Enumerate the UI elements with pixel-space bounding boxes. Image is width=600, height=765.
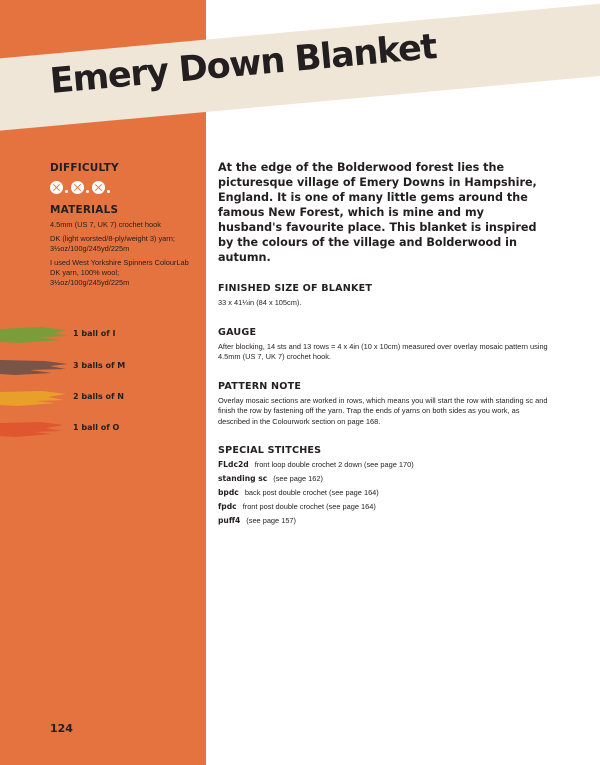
yarn-ball-icon xyxy=(50,181,63,194)
dot-icon xyxy=(65,190,68,193)
stitch-abbreviation: bpdc xyxy=(218,488,239,497)
stitch-abbreviation: puff4 xyxy=(218,516,241,525)
yarn-swatch-row xyxy=(0,357,180,377)
gauge-heading: GAUGE xyxy=(218,326,257,338)
yarn-swatch-N xyxy=(0,388,70,408)
stitch-item xyxy=(218,474,548,484)
yarn-swatch-row xyxy=(0,388,180,408)
stitch-description: back post double crochet (see page 164) xyxy=(244,488,379,497)
dot-icon xyxy=(107,190,110,193)
materials-item: I used West Yorkshire Spinners ColourLab DK yarn, 100% wool; 3½oz/100g/245yd/225m xyxy=(50,258,189,287)
intro-paragraph: At the edge of the Bolderwood forest lies the picturesque village of Emery Downs in Hampshire, England. It is one of many little gems around the famous New Forest, which is mine and my husband's favourite place. This blanket is inspired by the colours of the village and Bolderwood in autumn. xyxy=(218,161,537,264)
stitch-abbreviation: fpdc xyxy=(218,502,237,511)
yarn-label: 1 ball of I xyxy=(73,329,116,338)
finished-size-heading: FINISHED SIZE OF BLANKET xyxy=(218,283,373,294)
finished-size-text: 33 x 41¼in (84 x 105cm). xyxy=(218,298,302,307)
difficulty-heading: DIFFICULTY xyxy=(50,162,119,174)
pattern-note-heading: PATTERN NOTE xyxy=(218,380,302,392)
sidebar-content xyxy=(50,162,200,288)
stitch-description: (see page 162) xyxy=(273,474,323,483)
yarn-label: 1 ball of O xyxy=(73,423,120,432)
stitch-description: front post double crochet (see page 164) xyxy=(242,502,376,511)
yarn-swatch-O xyxy=(0,419,70,439)
yarn-ball-icon xyxy=(71,181,84,194)
yarn-ball-icon xyxy=(92,181,105,194)
stitch-abbreviation: standing sc xyxy=(218,474,268,483)
stitch-item xyxy=(218,460,548,470)
yarn-label: 2 balls of N xyxy=(73,392,124,401)
materials-item: 4.5mm (US 7, UK 7) crochet hook xyxy=(50,220,161,229)
page-title: Emery Down Blanket xyxy=(48,27,438,103)
dot-icon xyxy=(86,190,89,193)
page-number: 124 xyxy=(50,722,73,735)
stitch-item xyxy=(218,502,548,512)
yarn-swatch-M xyxy=(0,357,70,377)
difficulty-rating xyxy=(50,180,200,194)
materials-item: DK (light worsted/8-ply/weight 3) yarn; 3½oz/100g/245yd/225m xyxy=(50,234,175,253)
stitch-item xyxy=(218,488,548,498)
special-stitches-heading: SPECIAL STITCHES xyxy=(218,445,322,456)
materials-heading: MATERIALS xyxy=(50,204,119,216)
main-content xyxy=(218,160,548,526)
stitch-description: front loop double crochet 2 down (see page 170) xyxy=(254,460,414,469)
stitch-abbreviation: FLdc2d xyxy=(218,460,249,469)
pattern-note-text: Overlay mosaic sections are worked in rows, which means you will start the row with standing sc and finish the row by fastening off the yarn. Trap the ends of yarns on both sides as you work, as described in the Colourwork section on page 168. xyxy=(218,395,548,426)
yarn-swatch-row xyxy=(0,419,180,439)
stitch-description: (see page 157) xyxy=(246,516,296,525)
stitch-item xyxy=(218,516,548,526)
yarn-swatch-row xyxy=(0,325,180,345)
gauge-text: After blocking, 14 sts and 13 rows = 4 x 4in (10 x 10cm) measured over overlay mosaic pattern using 4.5mm (US 7, UK 7) crochet hook. xyxy=(218,341,548,361)
yarn-label: 3 balls of M xyxy=(73,361,126,370)
yarn-swatch-I xyxy=(0,325,70,345)
